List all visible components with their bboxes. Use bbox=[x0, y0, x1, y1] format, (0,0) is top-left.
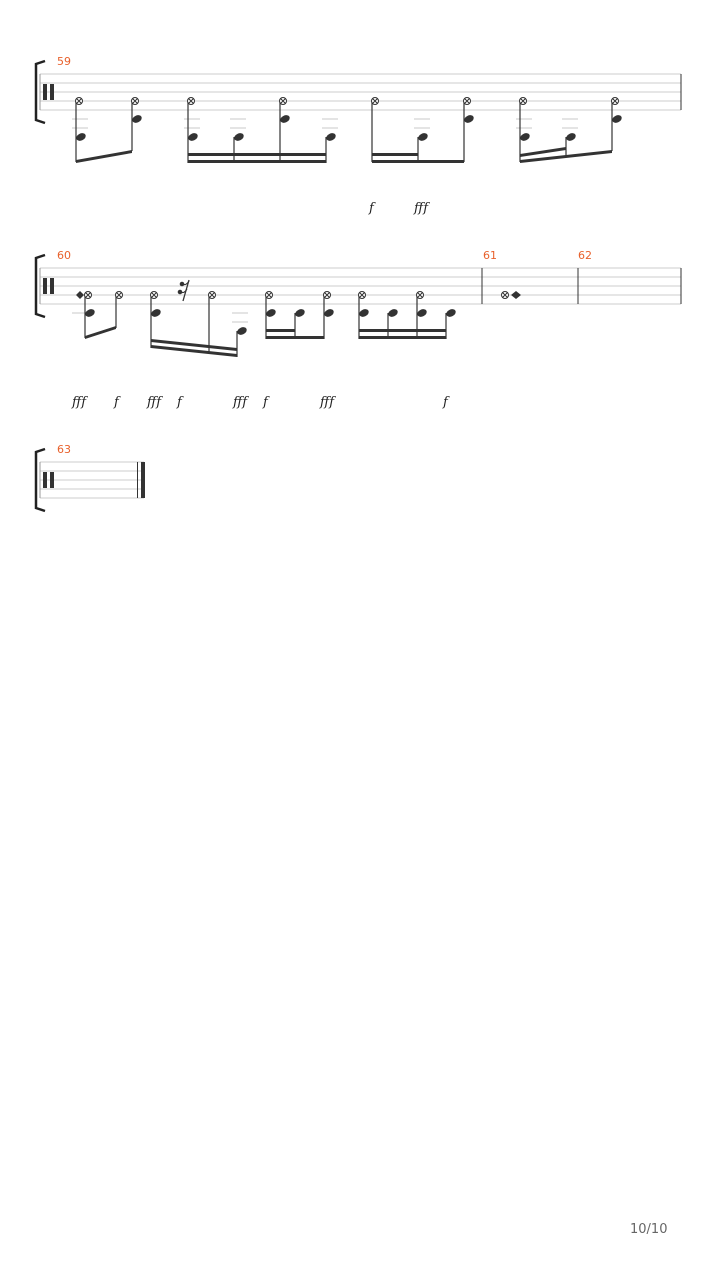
dynamic-marking: fff bbox=[72, 395, 87, 410]
dynamic-marking: f bbox=[443, 395, 448, 410]
system-1 bbox=[36, 55, 681, 216]
rest-symbol bbox=[178, 280, 189, 301]
dynamic-marking: fff bbox=[320, 395, 335, 410]
beams bbox=[76, 147, 612, 163]
ledger-lines bbox=[72, 119, 578, 128]
dynamic-marking: fff bbox=[414, 201, 429, 216]
measure-number: 59 bbox=[57, 55, 71, 68]
measure-number: 63 bbox=[57, 443, 71, 456]
page-number: 10/10 bbox=[630, 1222, 668, 1237]
staff-lines bbox=[40, 462, 144, 498]
dynamic-marking: fff bbox=[147, 395, 162, 410]
drum-noteheads bbox=[75, 114, 623, 143]
measure-number: 60 bbox=[57, 249, 71, 262]
measure-number: 62 bbox=[578, 249, 592, 262]
system-2 bbox=[36, 249, 681, 410]
dynamic-marking: f bbox=[263, 395, 268, 410]
measure-number: 61 bbox=[483, 249, 497, 262]
dynamic-marking: f bbox=[114, 395, 119, 410]
ledger-lines bbox=[72, 313, 248, 322]
dynamic-marking: f bbox=[369, 201, 374, 216]
dynamic-marking: fff bbox=[233, 395, 248, 410]
dynamic-marking: f bbox=[177, 395, 182, 410]
system-3 bbox=[36, 443, 145, 511]
